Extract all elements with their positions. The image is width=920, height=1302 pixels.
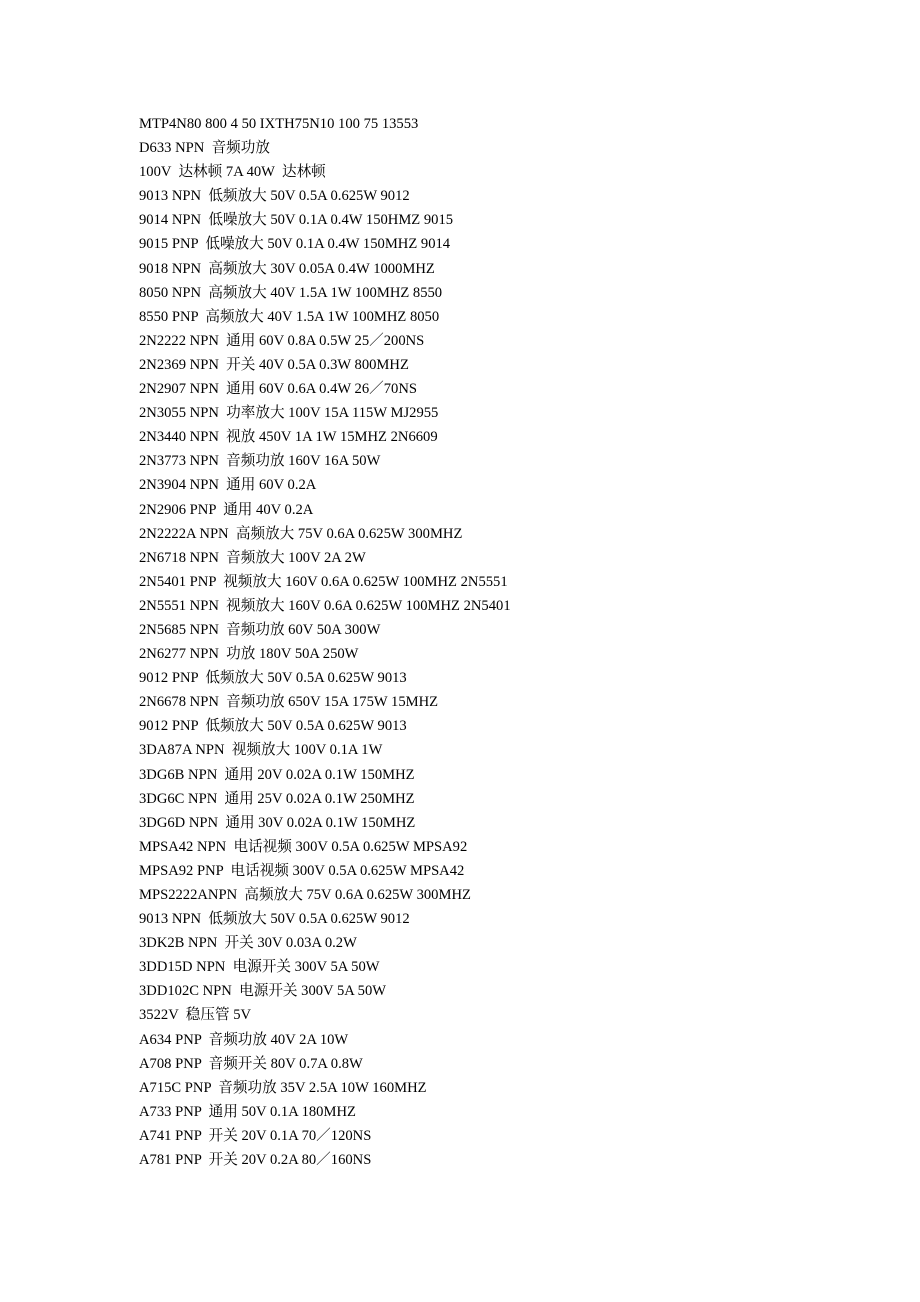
spec-line: A708 PNP 音频开关 80V 0.7A 0.8W: [139, 1055, 363, 1072]
spec-line: 3522V 稳压管 5V: [139, 1007, 252, 1024]
spec-line: 2N5685 NPN 音频功放 60V 50A 300W: [139, 621, 381, 638]
spec-line: 3DG6C NPN 通用 25V 0.02A 0.1W 250MHZ: [139, 790, 415, 807]
spec-line: 3DD102C NPN 电源开关 300V 5A 50W: [139, 983, 387, 1000]
spec-line: 2N3773 NPN 音频功放 160V 16A 50W: [139, 453, 381, 470]
spec-line: 100V 达林顿 7A 40W 达林顿: [139, 164, 326, 181]
spec-line: MTP4N80 800 4 50 IXTH75N10 100 75 13553: [139, 116, 419, 132]
spec-line: 2N2222A NPN 高频放大 75V 0.6A 0.625W 300MHZ: [139, 525, 463, 542]
spec-line: 9013 NPN 低频放大 50V 0.5A 0.625W 9012: [139, 911, 410, 928]
spec-line: 9014 NPN 低噪放大 50V 0.1A 0.4W 150HMZ 9015: [139, 212, 454, 229]
spec-line: 9015 PNP 低噪放大 50V 0.1A 0.4W 150MHZ 9014: [139, 236, 451, 253]
spec-line: 8550 PNP 高频放大 40V 1.5A 1W 100MHZ 8050: [139, 308, 440, 325]
spec-line: 2N6718 NPN 音频放大 100V 2A 2W: [139, 549, 366, 566]
spec-line: 9012 PNP 低频放大 50V 0.5A 0.625W 9013: [139, 670, 407, 687]
spec-line: MPSA92 PNP 电话视频 300V 0.5A 0.625W MPSA42: [139, 862, 465, 879]
spec-line: 9018 NPN 高频放大 30V 0.05A 0.4W 1000MHZ: [139, 260, 435, 277]
spec-line: 2N5551 NPN 视频放大 160V 0.6A 0.625W 100MHZ 2N5401: [139, 597, 511, 614]
spec-line: 2N2907 NPN 通用 60V 0.6A 0.4W 26／70NS: [139, 381, 417, 398]
spec-line: 2N3904 NPN 通用 60V 0.2A: [139, 477, 317, 494]
spec-line: 2N3055 NPN 功率放大 100V 15A 115W MJ2955: [139, 405, 439, 422]
spec-line: A715C PNP 音频功放 35V 2.5A 10W 160MHZ: [139, 1079, 427, 1096]
spec-line: 9013 NPN 低频放大 50V 0.5A 0.625W 9012: [139, 188, 410, 205]
spec-line: 2N2906 PNP 通用 40V 0.2A: [139, 501, 314, 518]
spec-line: A781 PNP 开关 20V 0.2A 80／160NS: [139, 1152, 372, 1169]
transistor-spec-list: [139, 112, 511, 1172]
spec-line: MPS2222ANPN 高频放大 75V 0.6A 0.625W 300MHZ: [139, 887, 471, 903]
spec-line: 3DA87A NPN 视频放大 100V 0.1A 1W: [139, 742, 383, 759]
spec-line: 3DG6D NPN 通用 30V 0.02A 0.1W 150MHZ: [139, 814, 416, 831]
spec-line: 8050 NPN 高频放大 40V 1.5A 1W 100MHZ 8550: [139, 284, 443, 301]
spec-line: 2N6277 NPN 功放 180V 50A 250W: [139, 646, 359, 663]
spec-line: 2N6678 NPN 音频功放 650V 15A 175W 15MHZ: [139, 694, 439, 711]
spec-line: 2N2222 NPN 通用 60V 0.8A 0.5W 25／200NS: [139, 332, 425, 349]
spec-line: MPSA42 NPN 电话视频 300V 0.5A 0.625W MPSA92: [139, 838, 468, 855]
spec-line: 3DG6B NPN 通用 20V 0.02A 0.1W 150MHZ: [139, 766, 415, 783]
spec-line: 2N3440 NPN 视放 450V 1A 1W 15MHZ 2N6609: [139, 429, 438, 446]
spec-line: 2N5401 PNP 视频放大 160V 0.6A 0.625W 100MHZ 2N5551: [139, 573, 508, 590]
spec-line: A741 PNP 开关 20V 0.1A 70／120NS: [139, 1127, 372, 1144]
spec-line: 2N2369 NPN 开关 40V 0.5A 0.3W 800MHZ: [139, 356, 409, 373]
spec-line: 9012 PNP 低频放大 50V 0.5A 0.625W 9013: [139, 718, 407, 735]
spec-line: 3DK2B NPN 开关 30V 0.03A 0.2W: [139, 935, 357, 952]
spec-line: A733 PNP 通用 50V 0.1A 180MHZ: [139, 1103, 356, 1120]
spec-line: D633 NPN 音频功放: [139, 140, 270, 157]
spec-line: A634 PNP 音频功放 40V 2A 10W: [139, 1031, 349, 1048]
spec-line: 3DD15D NPN 电源开关 300V 5A 50W: [139, 959, 380, 976]
